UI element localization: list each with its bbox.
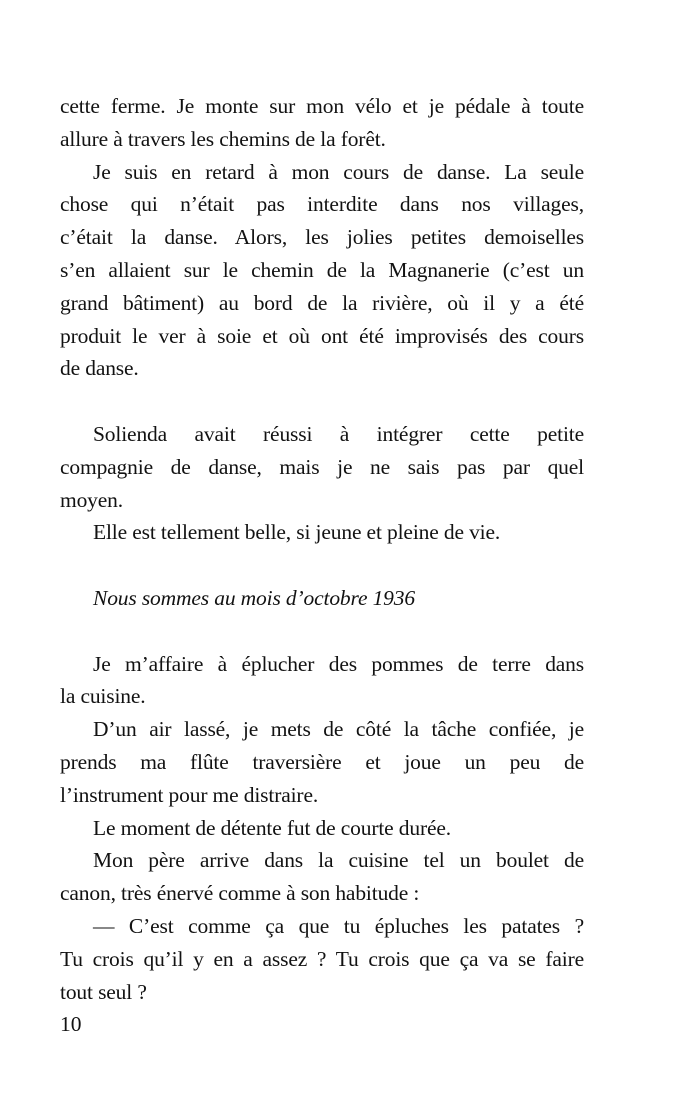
text-line: compagnie de danse, mais je ne sais pas par quel (60, 454, 584, 479)
text-line: l’instrument pour me distraire. (60, 782, 319, 807)
paragraph (60, 582, 584, 615)
text-line: Mon père arrive dans la cuisine tel un boulet de (93, 848, 584, 873)
text-line: canon, très énervé comme à son habitude : (60, 881, 420, 906)
text-line: Tu crois qu’il y en a assez ? Tu crois que ça va se faire (60, 946, 584, 971)
text-line: prends ma flûte traversière et joue un peu de (60, 749, 584, 774)
paragraph (60, 156, 584, 386)
paragraph (60, 648, 584, 714)
text-line: c’était la danse. Alors, les jolies petites demoiselles (60, 225, 584, 250)
paragraph (60, 418, 584, 516)
text-line: Le moment de détente fut de courte durée. (93, 815, 451, 840)
text-line: de danse. (60, 356, 139, 381)
page-number: 10 (60, 1012, 82, 1036)
paragraph (60, 910, 584, 1008)
text-line: Je m’affaire à éplucher des pommes de terre dans (93, 651, 584, 676)
paragraph (60, 90, 584, 156)
text-line: Elle est tellement belle, si jeune et pleine de vie. (93, 520, 501, 545)
text-line: D’un air lassé, je mets de côté la tâche confiée, je (93, 717, 584, 742)
paragraph (60, 516, 584, 549)
page-text (60, 90, 584, 1008)
text-line: la cuisine. (60, 684, 146, 709)
text-line: Nous sommes au mois d’octobre 1936 (93, 585, 415, 610)
text-line: moyen. (60, 487, 123, 512)
paragraph (60, 844, 584, 910)
text-line: grand bâtiment) au bord de la rivière, où il y a été (60, 290, 584, 315)
text-line: cette ferme. Je monte sur mon vélo et je pédale à toute (60, 94, 584, 118)
paragraph (60, 713, 584, 811)
text-line: Je suis en retard à mon cours de danse. La seule (93, 159, 584, 184)
text-line: s’en allaient sur le chemin de la Magnanerie (c’est un (60, 257, 584, 282)
text-line: Solienda avait réussi à intégrer cette petite (93, 421, 584, 446)
text-line: tout seul ? (60, 979, 147, 1004)
text-line: — C’est comme ça que tu épluches les patates ? (93, 913, 584, 938)
text-line: produit le ver à soie et où ont été improvisés des cours (60, 323, 584, 348)
text-line: chose qui n’était pas interdite dans nos villages, (60, 192, 584, 217)
paragraph (60, 812, 584, 845)
text-line: allure à travers les chemins de la forêt. (60, 126, 386, 151)
